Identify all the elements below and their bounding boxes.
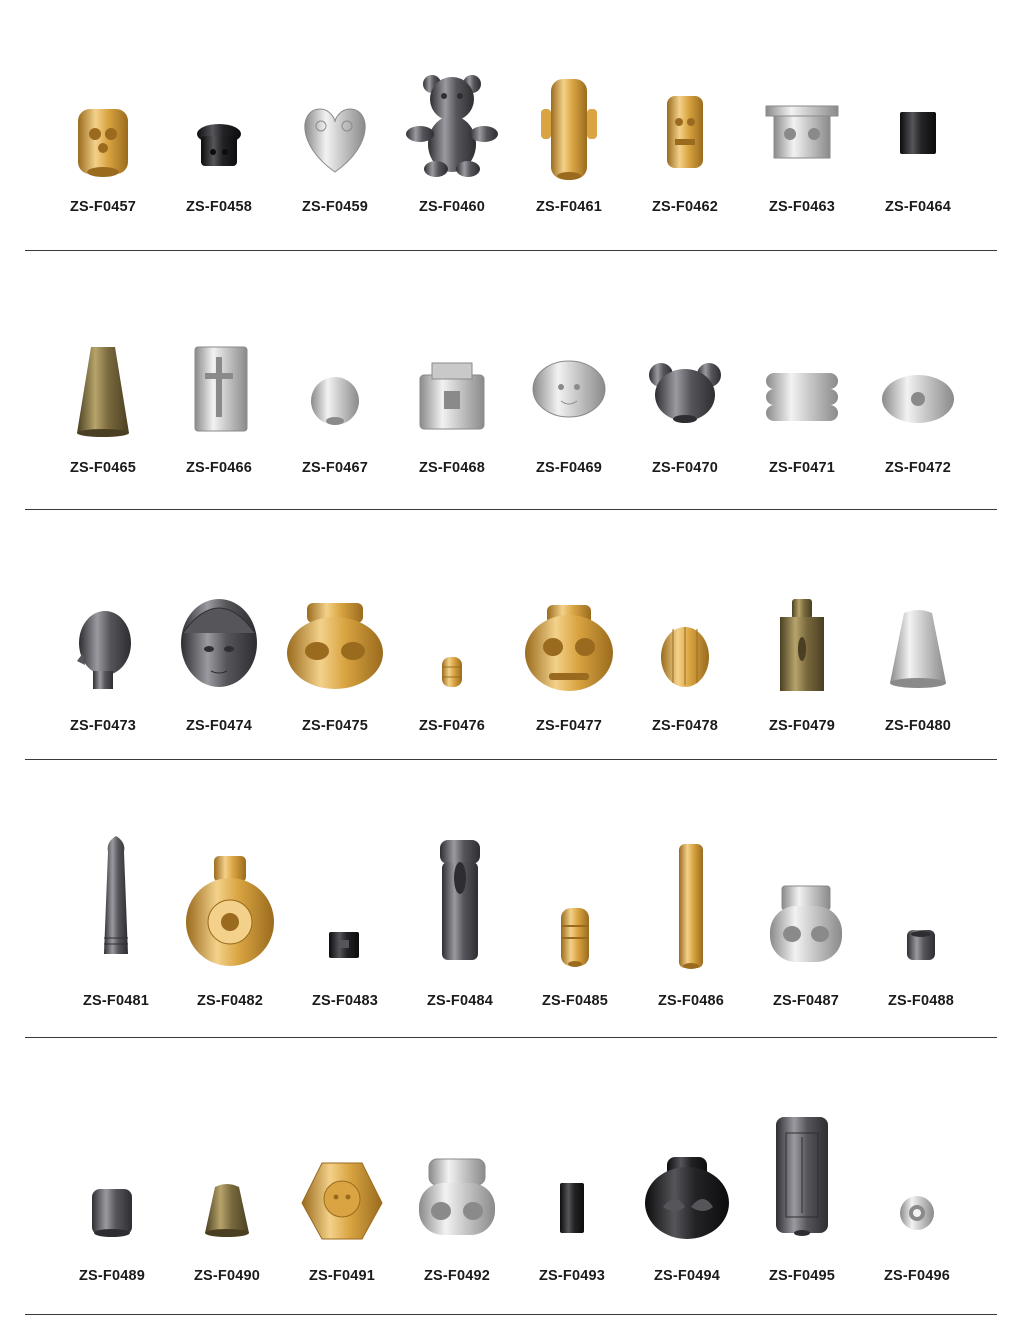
product-item	[45, 330, 161, 482]
product-code: ZS-F0460	[418, 199, 486, 215]
product-item	[511, 580, 627, 740]
product-image	[169, 588, 269, 698]
product-code: ZS-F0495	[768, 1268, 836, 1284]
product-image	[180, 833, 280, 973]
product-item	[172, 830, 288, 1015]
product-code: ZS-F0481	[82, 993, 150, 1009]
product-item	[744, 580, 860, 740]
row-divider	[25, 250, 997, 251]
product-item	[54, 1125, 170, 1290]
product-image	[522, 1138, 622, 1248]
row-divider	[25, 1037, 997, 1038]
product-item	[744, 1125, 860, 1290]
catalog-row	[0, 830, 1021, 1015]
product-image	[407, 1138, 507, 1248]
product-item	[45, 580, 161, 740]
product-code: ZS-F0469	[535, 460, 603, 476]
product-image	[292, 1138, 392, 1248]
product-image	[525, 833, 625, 973]
row-divider	[25, 759, 997, 760]
product-item	[860, 55, 976, 221]
product-image	[402, 588, 502, 698]
product-code: ZS-F0487	[772, 993, 840, 1009]
product-item	[511, 55, 627, 221]
product-item	[284, 1125, 400, 1290]
product-code: ZS-F0494	[653, 1268, 721, 1284]
product-code: ZS-F0468	[418, 460, 486, 476]
product-code: ZS-F0472	[884, 460, 952, 476]
product-code: ZS-F0459	[301, 199, 369, 215]
product-code: ZS-F0471	[768, 460, 836, 476]
product-item	[860, 330, 976, 482]
product-item	[633, 830, 749, 1015]
product-code: ZS-F0467	[301, 460, 369, 476]
product-image	[177, 1138, 277, 1248]
product-item	[863, 830, 979, 1015]
product-item	[627, 330, 743, 482]
catalog-row	[0, 580, 1021, 740]
product-item	[169, 1125, 285, 1290]
product-image	[635, 69, 735, 179]
product-image	[285, 330, 385, 440]
product-image	[169, 69, 269, 179]
row-divider	[25, 1314, 997, 1315]
product-item	[277, 55, 393, 221]
product-code: ZS-F0492	[423, 1268, 491, 1284]
product-image	[285, 588, 385, 698]
product-code: ZS-F0484	[426, 993, 494, 1009]
product-item	[627, 580, 743, 740]
product-image	[637, 1138, 737, 1248]
product-image	[402, 69, 502, 179]
product-code: ZS-F0489	[78, 1268, 146, 1284]
product-item	[627, 55, 743, 221]
product-item	[287, 830, 403, 1015]
product-code: ZS-F0466	[185, 460, 253, 476]
product-item	[161, 330, 277, 482]
product-item	[277, 580, 393, 740]
product-image	[871, 833, 971, 973]
product-code: ZS-F0493	[538, 1268, 606, 1284]
product-image	[519, 69, 619, 179]
product-code: ZS-F0485	[541, 993, 609, 1009]
product-item	[744, 55, 860, 221]
product-image	[519, 330, 619, 440]
product-item	[744, 330, 860, 482]
product-image	[868, 330, 968, 440]
product-image	[867, 1138, 967, 1248]
product-image	[752, 1138, 852, 1248]
product-item	[399, 1125, 515, 1290]
product-code: ZS-F0486	[657, 993, 725, 1009]
product-item	[161, 55, 277, 221]
product-code: ZS-F0476	[418, 718, 486, 734]
product-code: ZS-F0463	[768, 199, 836, 215]
product-item	[58, 830, 174, 1015]
product-code: ZS-F0479	[768, 718, 836, 734]
catalog-row	[0, 330, 1021, 482]
product-code: ZS-F0464	[884, 199, 952, 215]
product-image	[752, 330, 852, 440]
product-code: ZS-F0491	[308, 1268, 376, 1284]
product-image	[868, 588, 968, 698]
product-code: ZS-F0475	[301, 718, 369, 734]
product-item	[748, 830, 864, 1015]
product-image	[752, 588, 852, 698]
product-item	[394, 55, 510, 221]
product-code: ZS-F0473	[69, 718, 137, 734]
product-code: ZS-F0470	[651, 460, 719, 476]
product-image	[752, 69, 852, 179]
product-code: ZS-F0496	[883, 1268, 951, 1284]
product-code: ZS-F0474	[185, 718, 253, 734]
product-code: ZS-F0483	[311, 993, 379, 1009]
product-code: ZS-F0465	[69, 460, 137, 476]
product-item	[514, 1125, 630, 1290]
product-item	[394, 580, 510, 740]
product-image	[402, 330, 502, 440]
product-image	[641, 833, 741, 973]
row-divider	[25, 509, 997, 510]
product-code: ZS-F0477	[535, 718, 603, 734]
product-code: ZS-F0480	[884, 718, 952, 734]
product-image	[62, 1138, 162, 1248]
product-item	[161, 580, 277, 740]
product-item	[277, 330, 393, 482]
catalog-row	[0, 55, 1021, 221]
product-image	[635, 588, 735, 698]
product-image	[53, 69, 153, 179]
product-image	[519, 588, 619, 698]
product-code: ZS-F0490	[193, 1268, 261, 1284]
product-item	[394, 330, 510, 482]
product-item	[860, 580, 976, 740]
product-image	[285, 69, 385, 179]
product-code: ZS-F0458	[185, 199, 253, 215]
product-image	[410, 833, 510, 973]
product-image	[295, 833, 395, 973]
product-item	[511, 330, 627, 482]
product-image	[868, 69, 968, 179]
product-item	[402, 830, 518, 1015]
product-item	[859, 1125, 975, 1290]
product-image	[756, 833, 856, 973]
product-image	[53, 330, 153, 440]
product-image	[635, 330, 735, 440]
product-code: ZS-F0457	[69, 199, 137, 215]
product-image	[66, 833, 166, 973]
catalog-row	[0, 1125, 1021, 1290]
product-item	[45, 55, 161, 221]
product-item	[629, 1125, 745, 1290]
product-code: ZS-F0488	[887, 993, 955, 1009]
product-image	[169, 330, 269, 440]
product-code: ZS-F0462	[651, 199, 719, 215]
product-image	[53, 588, 153, 698]
product-code: ZS-F0461	[535, 199, 603, 215]
product-code: ZS-F0482	[196, 993, 264, 1009]
product-item	[517, 830, 633, 1015]
product-code: ZS-F0478	[651, 718, 719, 734]
